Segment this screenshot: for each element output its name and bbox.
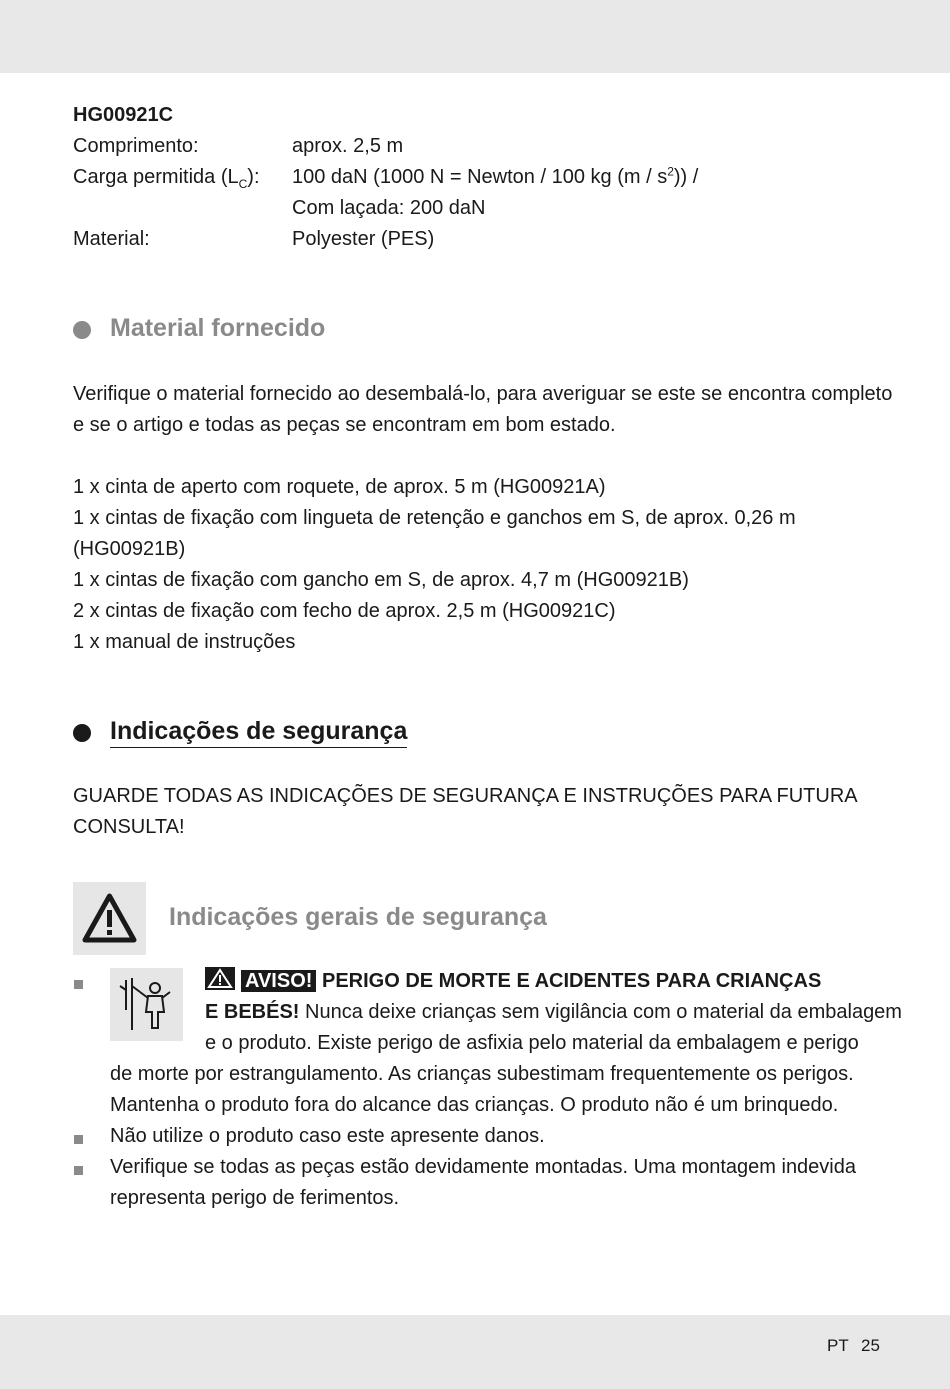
material-intro-line2: e se o artigo e todas as peças se encontram em bom estado. [73,414,616,436]
warning-line3: e o produto. Existe perigo de asfixia pelo material da embalagem e perigo [205,1032,859,1054]
bullet-icon [74,1166,83,1175]
section-bullet-icon [73,321,91,339]
list-item: 1 x cintas de fixação com lingueta de retenção e ganchos em S, de aprox. 0,26 m [73,507,796,529]
bullet-icon [74,1135,83,1144]
list-item: 1 x cintas de fixação com gancho em S, de aprox. 4,7 m (HG00921B) [73,569,689,591]
list-item: (HG00921B) [73,538,186,560]
header-band [0,0,950,73]
spec-value-load-loop: Com laçada: 200 daN [292,197,486,219]
page-number: 25 [861,1336,880,1355]
warning-line2: E BEBÉS! Nunca deixe crianças sem vigilância com o material da embalagem [205,1001,902,1023]
material-intro-line1: Verifique o material fornecido ao desembalá-lo, para averiguar se este se encontra completo [73,383,893,405]
spec-label-load: Carga permitida $(L_C)$: [73,166,260,191]
warning-line4: de morte por estrangulamento. As crianças subestimam frequentemente os perigos. [110,1063,854,1085]
spec-value-load: 100 daN (1000 N = Newton / 100 kg $(m / s^2)$) / [292,164,699,188]
small-warning-icon [205,967,235,990]
model-title: HG00921C [73,104,174,126]
child-hazard-icon [110,968,183,1041]
spec-value-length: aprox. 2,5 m [292,135,404,157]
warning-heading-line1 [205,966,821,997]
warning-line5: Mantenha o produto fora do alcance das crianças. O produto não é um brinquedo. [110,1094,839,1116]
spec-value-material: Polyester (PES) [292,228,435,250]
section-title-material: Material fornecido [110,314,326,342]
bullet-icon [74,980,83,989]
bullet-text-assembly-1: Verifique se todas as peças estão devidamente montadas. Uma montagem indevida [110,1156,856,1178]
warning-triangle-icon [73,882,146,955]
list-item: 2 x cintas de fixação com fecho de aprox. 2,5 m (HG00921C) [73,600,616,622]
footer-band [0,1315,950,1389]
general-safety-title: Indicações gerais de segurança [169,903,547,931]
bullet-text-damage: Não utilize o produto caso este apresente danos. [110,1125,545,1147]
warning-badge: AVISO! [241,970,316,992]
list-item: 1 x cinta de aperto com roquete, de aprox. 5 m (HG00921A) [73,476,606,498]
spec-label-material: Material: [73,228,150,250]
section-bullet-icon [73,724,91,742]
bullet-text-assembly-2: representa perigo de ferimentos. [110,1187,400,1209]
notice-line1: GUARDE TODAS AS INDICAÇÕES DE SEGURANÇA E INSTRUÇÕES PARA FUTURA [73,785,858,807]
spec-label-length: Comprimento: [73,135,199,157]
section-title-safety: Indicações de segurança [110,717,407,748]
warning-heading: PERIGO DE MORTE E ACIDENTES PARA CRIANÇAS [321,970,822,992]
notice-line2: CONSULTA! [73,816,185,838]
footer-lang: PT [827,1336,849,1355]
list-item: 1 x manual de instruções [73,631,296,653]
